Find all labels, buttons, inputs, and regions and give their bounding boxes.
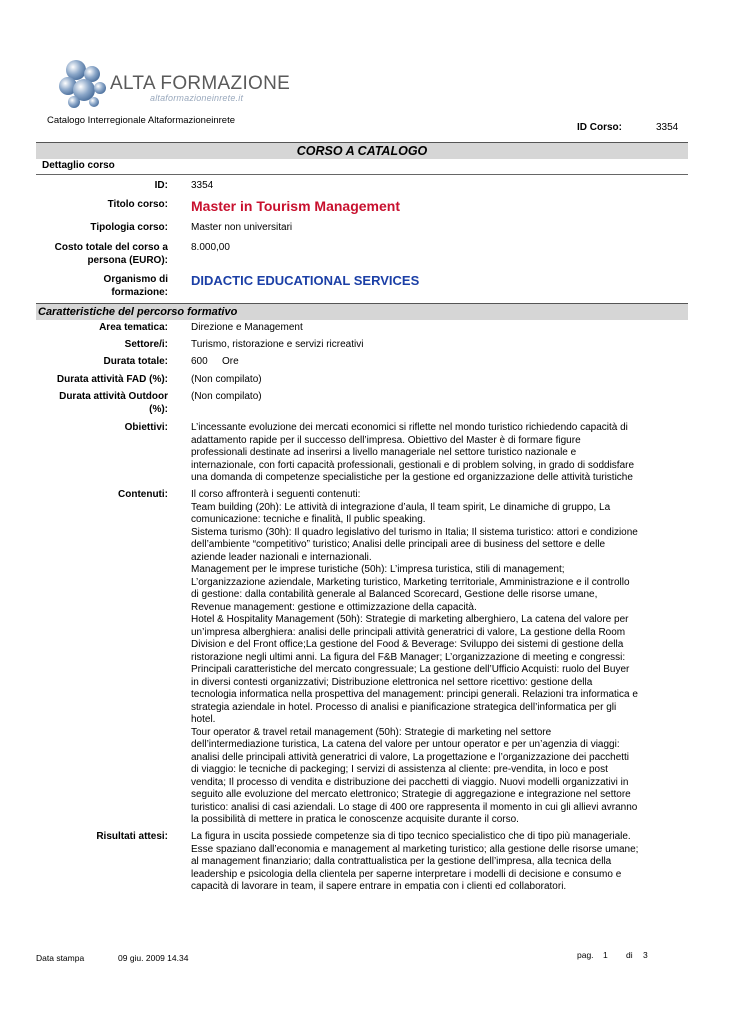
text-line: Esse spaziano dall’economia e management al marketing turistico; alla gestione delle risorse umane;: [191, 843, 639, 855]
text-line: in diversi contesti organizzativi; Distribuzione elettronica nel settore ricettivo: gestione della: [191, 676, 593, 688]
footer-page-label: pag.: [577, 950, 594, 960]
organismo-label-line: Organismo di: [103, 274, 168, 285]
text-line: professionali destinate ad inserirsi a livello manageriale nel settore turistico nazionale e: [191, 447, 577, 458]
fad-value: (Non compilato): [191, 374, 262, 385]
settore-value: Turismo, ristorazione e servizi ricreativi: [191, 339, 364, 350]
section-heading-dettaglio: Dettaglio corso: [42, 160, 115, 171]
text-line: capacità di lavorare in team, il sapere entrare in empatia con i clienti ed collaboratori.: [191, 881, 567, 892]
text-line: Team building (20h): Le attività di integrazione d’aula, Il team spirit, Le dinamiche di gruppo, La: [191, 501, 611, 513]
section-heading-caratteristiche: Caratteristiche del percorso formativo: [38, 306, 238, 318]
durata-unit: Ore: [222, 356, 239, 367]
text-line: Principali caratteristiche del mercato congressuale; La gestione dell’Ufficio Acquisti: ruolo del Buyer: [191, 664, 630, 675]
organismo-label: [104, 274, 168, 299]
footer-print-label: Data stampa: [36, 953, 85, 963]
text-line: dell’intermediazione turistica, La catena del valore per untour operator e per un’agenzia di viaggi:: [191, 739, 620, 750]
obiettivi-label: Obiettivi:: [124, 422, 168, 433]
text-line: internazionale, con forti capacità professionali, gestionali e di problem solving, in grado di soddisfare: [191, 459, 635, 471]
area-value: Direzione e Management: [191, 322, 303, 333]
text-line: L’organizzazione aziendale, Marketing turistico, Marketing territoriale, Amministrazione e il controllo: [191, 576, 630, 588]
text-line: Tour operator & travel retail management (50h): Strategie di marketing nel settore: [191, 726, 552, 738]
area-label: Area tematica:: [99, 322, 168, 333]
id-label: ID:: [154, 180, 168, 191]
costo-label: [55, 242, 168, 267]
risultati-text: [191, 831, 686, 894]
outdoor-label-line: Durata attività Outdoor: [59, 391, 168, 402]
catalog-caption: Catalogo Interregionale Altaformazioneinrete: [47, 115, 236, 126]
outdoor-label: [59, 391, 168, 416]
footer-of-label: di: [626, 950, 633, 960]
settore-label: Settore/i:: [124, 339, 168, 350]
id-corso-label: ID Corso:: [577, 122, 622, 133]
contenuti-label: Contenuti:: [118, 489, 168, 500]
id-corso-value: 3354: [656, 122, 679, 133]
text-line: tecnologia informatica nella prospettiva del management: principi generali. Relazioni tra informatica e: [191, 689, 638, 700]
text-line: turistico: analisi di casi aziendali. Lo stage di 400 ore rappresenta il momento in cui gli allievi avranno: [191, 801, 638, 813]
text-line: Revenue management: gestione e ottimizzazione della capacità.: [191, 601, 477, 613]
text-line: hotel.: [191, 714, 216, 725]
text-line: comunicazione: tecniche e finalità, Il public speaking.: [191, 514, 426, 525]
footer-page-total: 3: [643, 950, 648, 960]
text-line: una domanda di competenze specialistiche per la gestione ed organizzazione delle attività turistiche: [191, 472, 633, 483]
page-title: CORSO A CATALOGO: [296, 144, 428, 158]
divider: [36, 174, 688, 175]
obiettivi-text: [191, 422, 686, 485]
risultati-label: Risultati attesi:: [96, 831, 168, 842]
logo-icon: [56, 58, 112, 110]
section-bar-caratteristiche: [36, 303, 688, 320]
text-line: analisi delle principali attività generatrici di valore, La progettazione e l’organizzazione dei pacchetti: [191, 751, 630, 763]
text-line: dell’ambiente “competitivo” turistico; Analisi delle principali aree di business del settore e delle: [191, 539, 606, 550]
text-line: vendita; Il processo di vendita e distribuzione dei pacchetti di viaggio. Nuovi modelli organizzativi in: [191, 776, 629, 788]
text-line: di gestione: dalla contabilità generale al Balanced Scorecard, Gestione delle risorse umane,: [191, 589, 598, 600]
text-line: La figura in uscita possiede competenze sia di tipo tecnico specialistico che di tipo più manageriale.: [191, 831, 631, 842]
titolo-label: Titolo corso:: [107, 199, 168, 210]
costo-label-line: persona (EURO):: [87, 254, 168, 266]
organismo-value: DIDACTIC EDUCATIONAL SERVICES: [191, 273, 420, 288]
text-line: Il corso affronterà i seguenti contenuti:: [191, 489, 361, 500]
footer-page-number: 1: [603, 950, 608, 960]
contenuti-text: [191, 489, 686, 827]
text-line: seguito alle evoluzione del mercato elettronico; Strategie di aggregazione e integrazione nel settore: [191, 789, 631, 800]
durata-label: Durata totale:: [103, 356, 168, 367]
text-line: strategia aziendale in hotel. Processo di analisi e pianificazione strategica dell’informatica per gli: [191, 701, 617, 713]
text-line: ristorazione negli ultimi anni. La figura del F&B Manager; L’organizzazione di meeting e congressi:: [191, 651, 626, 663]
footer-print-date: 09 giu. 2009 14.34: [118, 953, 189, 963]
text-line: di viaggio: le tecniche di packeging; I servizi di assistenza al cliente: pre-vendita, in loco e post: [191, 764, 608, 775]
outdoor-value: (Non compilato): [191, 391, 262, 402]
logo-subtitle: altaformazioneinrete.it: [150, 93, 244, 103]
costo-value: 8.000,00: [191, 242, 230, 253]
tipologia-value: Master non universitari: [191, 222, 293, 233]
course-title: Master in Tourism Management: [191, 198, 401, 214]
outdoor-label-line: (%):: [149, 403, 168, 415]
text-line: la possibilità di mettere in pratica le conoscenze acquisite durante il corso.: [191, 814, 519, 825]
text-line: aziende leader nazionali e internazionali.: [191, 551, 372, 563]
durata-value: 600: [191, 356, 208, 367]
tipologia-label: Tipologia corso:: [90, 222, 168, 233]
costo-label-line: Costo totale del corso a: [54, 242, 168, 253]
text-line: Sistema turismo (30h): Il quadro legislativo del turismo in Italia; Il sistema turistico: attori e condizione: [191, 526, 638, 538]
text-line: leadership e psicologia della clientela per saperne interpretare i modelli di decisione e consumo e: [191, 868, 622, 880]
text-line: Division e del Front office;La gestione del Food & Beverage: Sviluppo dei sistemi di gestione della: [191, 639, 624, 650]
text-line: adattamento rapide per il successo dell’impresa. Obiettivo del Master è di formare figure: [191, 434, 581, 446]
page-title-bar: [36, 142, 688, 159]
text-line: L’incessante evoluzione dei mercati economici si riflette nel mondo turistico richiedendo capacità di: [191, 422, 628, 433]
text-line: un’impresa alberghiera: analisi delle principali attività generatrici di valore, La gestione della Room: [191, 626, 626, 638]
fad-label: Durata attività FAD (%):: [56, 374, 168, 385]
id-value: 3354: [191, 180, 214, 191]
text-line: Management per le imprese turistiche (50h): L’impresa turistica, stili di management;: [191, 564, 565, 575]
logo-text: ALTA FORMAZIONE: [110, 73, 291, 94]
text-line: al management finanziario; dalla contrattualistica per la gestione dell’impresa, alla tecnica della: [191, 856, 612, 867]
text-line: Hotel & Hospitality Management (50h): Strategie di marketing alberghiero, La catena del valore per: [191, 614, 629, 625]
organismo-label-line: formazione:: [111, 286, 168, 298]
